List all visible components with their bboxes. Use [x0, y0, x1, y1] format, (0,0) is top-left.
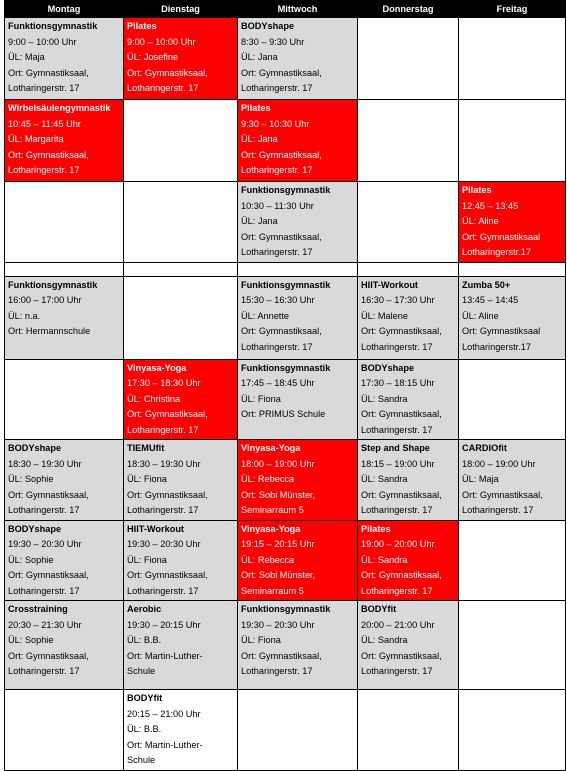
class-cell [124, 440, 238, 521]
class-name: HIIT-Workout [127, 523, 184, 534]
class-cell [358, 276, 459, 359]
class-detail: ÜL: Sandra [361, 554, 408, 565]
class-detail: ÜL: Sophie [8, 474, 54, 484]
class-cell [358, 601, 459, 690]
class-detail: 12:45 – 13:45 [462, 200, 519, 211]
class-detail: Lotharingerstr. 17 [241, 247, 313, 257]
class-detail: Lotharingerstr. 17 [361, 341, 433, 352]
class-name: Pilates [127, 21, 157, 31]
empty-cell [358, 18, 459, 100]
class-detail: Ort: Gymnastiksaal [462, 231, 541, 242]
class-detail: 20:15 – 21:00 Uhr [127, 708, 201, 719]
class-detail: ÜL: n.a. [8, 310, 41, 321]
class-detail: Lotharingerstr. 17 [361, 585, 433, 596]
class-detail: 18:30 – 19:30 Uhr [127, 458, 201, 469]
empty-cell [459, 601, 566, 690]
class-detail: ÜL: Fiona [127, 554, 167, 565]
class-cell [124, 520, 238, 601]
class-detail: 17:30 – 18:30 Uhr [127, 378, 201, 388]
class-detail: ÜL: Jana [241, 52, 278, 62]
class-detail: Ort: Sobi Münster, [241, 570, 316, 580]
class-detail: Seminarraum 5 [241, 585, 304, 596]
class-detail: Schule [127, 755, 156, 765]
class-name: Zumba 50+ [462, 279, 511, 290]
class-cell [358, 520, 459, 601]
class-detail: ÜL: Aline [462, 216, 499, 226]
class-name: BODYfit [361, 604, 397, 614]
class-detail: 20:00 – 21:00 Uhr [361, 619, 435, 630]
class-cell [124, 18, 238, 100]
table-row [5, 276, 566, 359]
class-detail: 18:00 – 19:00 Uhr [462, 458, 536, 469]
class-detail: ÜL: Sandra [361, 393, 408, 404]
empty-cell [358, 262, 459, 276]
class-detail: ÜL: Fiona [241, 635, 281, 645]
class-name: Pilates [462, 185, 492, 195]
class-detail: Ort: Gymnastiksaal, [361, 650, 442, 661]
class-detail: 15:30 – 16:30 Uhr [241, 295, 315, 305]
class-detail: 19:30 – 20:30 Uhr [8, 539, 82, 549]
class-detail: ÜL: Jana [241, 216, 278, 226]
class-detail: Lotharingerstr. 17 [241, 165, 313, 175]
empty-cell [238, 690, 358, 771]
empty-cell [124, 262, 238, 276]
table-row [5, 100, 566, 182]
class-cell [459, 276, 566, 359]
class-detail: Lotharingerstr. 17 [8, 585, 80, 596]
class-detail: Ort: Sobi Münster, [241, 489, 316, 500]
class-detail: Lotharingerstr. 17 [241, 341, 313, 352]
class-detail: Lotharingerstr. 17 [127, 585, 199, 596]
class-detail: ÜL: Annette [241, 310, 290, 321]
class-detail: 9:00 – 10:00 Uhr [127, 36, 196, 47]
class-cell [5, 100, 124, 182]
class-detail: Ort: Gymnastiksaal [462, 326, 541, 336]
class-cell [238, 520, 358, 601]
class-name: BODYshape [361, 362, 415, 373]
class-detail: Lotharingerstr. 17 [8, 83, 80, 93]
class-detail: Ort: Gymnastiksaal, [241, 326, 322, 336]
class-detail: Lotharingerstr. 17 [361, 505, 433, 515]
class-cell [124, 359, 238, 440]
class-detail: Ort: Gymnastiksaal, [8, 650, 89, 661]
empty-cell [124, 182, 238, 263]
class-name: Vinyasa-Yoga [127, 362, 187, 373]
class-detail: ÜL: B.B. [127, 724, 162, 734]
class-name: Funktionsgymnastik [241, 604, 331, 614]
class-detail: 9:00 – 10:00 Uhr [8, 36, 77, 47]
class-detail: 8:30 – 9:30 Uhr [241, 36, 305, 47]
class-cell [358, 359, 459, 440]
class-detail: 19:00 – 20:00 Uhr [361, 539, 435, 549]
class-detail: 10:45 – 11:45 Uhr [8, 118, 81, 129]
class-name: TIEMUfit [127, 443, 165, 453]
day-header-monday: Montag [5, 1, 124, 18]
class-detail: ÜL: Christina [127, 393, 181, 404]
class-detail: Ort: Gymnastiksaal, [361, 326, 442, 336]
empty-cell [459, 520, 566, 601]
class-detail: Ort: Gymnastiksaal, [127, 570, 208, 580]
class-detail: 16:00 – 17:00 Uhr [8, 295, 82, 305]
class-detail: Lotharingerstr. 17 [8, 666, 80, 676]
class-detail: ÜL: Maja [8, 52, 45, 62]
schedule-table [4, 0, 566, 771]
class-detail: ÜL: Sandra [361, 474, 408, 484]
class-detail: ÜL: B.B. [127, 635, 162, 645]
class-detail: 16:30 – 17:30 Uhr [361, 295, 435, 305]
class-detail: Ort: Gymnastiksaal, [361, 489, 442, 500]
class-cell [238, 440, 358, 521]
class-cell [5, 520, 124, 601]
class-name: Funktionsgymnastik [241, 279, 331, 290]
class-detail: ÜL: Maja [462, 474, 499, 484]
empty-cell [358, 690, 459, 771]
class-name: Funktionsgymnastik [8, 21, 98, 31]
class-detail: Lotharingerstr. 17 [361, 666, 433, 676]
class-cell [238, 601, 358, 690]
empty-cell [459, 359, 566, 440]
day-header-thursday: Donnerstag [358, 1, 459, 18]
class-detail: Ort: Gymnastiksaal, [241, 149, 322, 160]
table-row [5, 262, 566, 276]
class-detail: Ort: Gymnastiksaal, [8, 67, 89, 78]
class-name: Aerobic [127, 604, 162, 614]
table-row [5, 359, 566, 440]
class-detail: Ort: Gymnastiksaal, [361, 409, 442, 419]
class-name: Vinyasa-Yoga [241, 523, 301, 534]
class-name: Pilates [241, 103, 271, 113]
header-row [5, 1, 566, 18]
class-detail: 17:45 – 18:45 Uhr [241, 378, 315, 388]
class-detail: Ort: Hermannschule [8, 326, 91, 336]
class-detail: Ort: Gymnastiksaal, [8, 570, 89, 580]
class-name: Crosstraining [8, 604, 68, 614]
table-row [5, 690, 566, 771]
empty-cell [459, 100, 566, 182]
class-detail: Ort: Gymnastiksaal, [462, 489, 543, 500]
class-detail: Lotharingerstr.17 [462, 341, 531, 352]
class-detail: Ort: PRIMUS Schule [241, 409, 326, 419]
class-detail: ÜL: Josefine [127, 52, 179, 62]
empty-cell [5, 359, 124, 440]
table-row [5, 601, 566, 690]
class-cell [459, 182, 566, 263]
class-cell [124, 690, 238, 771]
table-row [5, 18, 566, 100]
class-cell [124, 601, 238, 690]
class-cell [5, 601, 124, 690]
class-name: BODYshape [241, 21, 295, 31]
class-name: Vinyasa-Yoga [241, 443, 301, 453]
class-detail: ÜL: Aline [462, 310, 499, 321]
class-cell [358, 440, 459, 521]
class-detail: Lotharingerstr. 17 [127, 83, 199, 93]
class-name: Funktionsgymnastik [241, 362, 331, 373]
class-cell [238, 276, 358, 359]
class-name: CARDIOfit [462, 443, 507, 453]
class-detail: Ort: Martin-Luther- [127, 739, 203, 750]
class-detail: Lotharingerstr. 17 [8, 505, 80, 515]
empty-cell [124, 276, 238, 359]
class-cell [459, 440, 566, 521]
class-detail: Ort: Gymnastiksaal, [241, 231, 322, 242]
class-detail: Lotharingerstr. 17 [241, 666, 313, 676]
class-detail: Lotharingerstr. 17 [8, 165, 80, 175]
class-detail: ÜL: Margarita [8, 134, 64, 144]
class-name: BODYshape [8, 523, 62, 534]
table-row [5, 520, 566, 601]
empty-cell [459, 18, 566, 100]
empty-cell [358, 100, 459, 182]
class-cell [5, 18, 124, 100]
class-detail: ÜL: Sandra [361, 635, 408, 645]
class-detail: 18:15 – 19:00 Uhr [361, 458, 435, 469]
class-name: Wirbelsäulengymnastik [8, 103, 111, 113]
class-cell [5, 276, 124, 359]
empty-cell [459, 690, 566, 771]
class-cell [238, 18, 358, 100]
empty-cell [5, 690, 124, 771]
day-header-friday: Freitag [459, 1, 566, 18]
class-detail: Schule [127, 666, 156, 676]
class-detail: ÜL: Fiona [241, 393, 281, 404]
class-name: Step and Shape [361, 443, 430, 453]
class-detail: 20:30 – 21:30 Uhr [8, 619, 82, 630]
class-detail: 19:30 – 20:30 Uhr [127, 539, 201, 549]
day-header-tuesday: Dienstag [124, 1, 238, 18]
class-detail: 9:30 – 10:30 Uhr [241, 118, 310, 129]
class-detail: ÜL: Rebecca [241, 474, 295, 484]
class-detail: 10:30 – 11:30 Uhr [241, 200, 314, 211]
empty-cell [5, 182, 124, 263]
class-detail: Ort: Gymnastiksaal, [241, 650, 322, 661]
class-detail: 17:30 – 18:15 Uhr [361, 378, 435, 388]
class-detail: Lotharingerstr.17 [462, 247, 531, 257]
class-name: HIIT-Workout [361, 279, 418, 290]
class-name: Pilates [361, 523, 391, 534]
class-detail: Ort: Gymnastiksaal, [127, 489, 208, 500]
class-detail: Ort: Gymnastiksaal, [241, 67, 322, 78]
class-detail: ÜL: Sophie [8, 554, 54, 565]
class-detail: ÜL: Jana [241, 134, 278, 144]
schedule-body [5, 18, 566, 771]
empty-cell [124, 100, 238, 182]
empty-cell [459, 262, 566, 276]
empty-cell [238, 262, 358, 276]
class-detail: 18:00 – 19:00 Uhr [241, 458, 315, 469]
class-detail: Ort: Gymnastiksaal, [361, 570, 442, 580]
class-detail: Lotharingerstr. 17 [462, 505, 534, 515]
class-name: BODYfit [127, 693, 163, 703]
class-cell [5, 440, 124, 521]
day-header-wednesday: Mittwoch [238, 1, 358, 18]
class-detail: Ort: Gymnastiksaal, [8, 489, 89, 500]
class-detail: Ort: Martin-Luther- [127, 650, 203, 661]
class-detail: ÜL: Rebecca [241, 554, 295, 565]
table-row [5, 440, 566, 521]
empty-cell [358, 182, 459, 263]
class-name: BODYshape [8, 443, 62, 453]
class-cell [238, 359, 358, 440]
class-detail: Ort: Gymnastiksaal, [127, 67, 208, 78]
class-detail: Ort: Gymnastiksaal, [127, 409, 208, 419]
class-detail: 13:45 – 14:45 [462, 295, 519, 305]
class-detail: Seminarraum 5 [241, 505, 304, 515]
class-detail: 19:30 – 20:15 Uhr [127, 619, 201, 630]
class-detail: 18:30 – 19:30 Uhr [8, 458, 82, 469]
class-name: Funktionsgymnastik [241, 185, 331, 195]
empty-cell [5, 262, 124, 276]
class-detail: 19:30 – 20:30 Uhr [241, 619, 315, 630]
class-detail: Lotharingerstr. 17 [361, 424, 433, 435]
class-detail: Lotharingerstr. 17 [241, 83, 313, 93]
class-detail: ÜL: Fiona [127, 474, 167, 484]
class-detail: ÜL: Sophie [8, 635, 54, 645]
class-detail: ÜL: Malene [361, 310, 408, 321]
class-name: Funktionsgymnastik [8, 279, 98, 290]
class-detail: 19:15 – 20:15 Uhr [241, 539, 315, 549]
class-detail: Ort: Gymnastiksaal, [8, 149, 89, 160]
class-detail: Lotharingerstr. 17 [127, 505, 199, 515]
table-row [5, 182, 566, 263]
class-cell [238, 182, 358, 263]
class-detail: Lotharingerstr. 17 [127, 424, 199, 435]
class-cell [238, 100, 358, 182]
